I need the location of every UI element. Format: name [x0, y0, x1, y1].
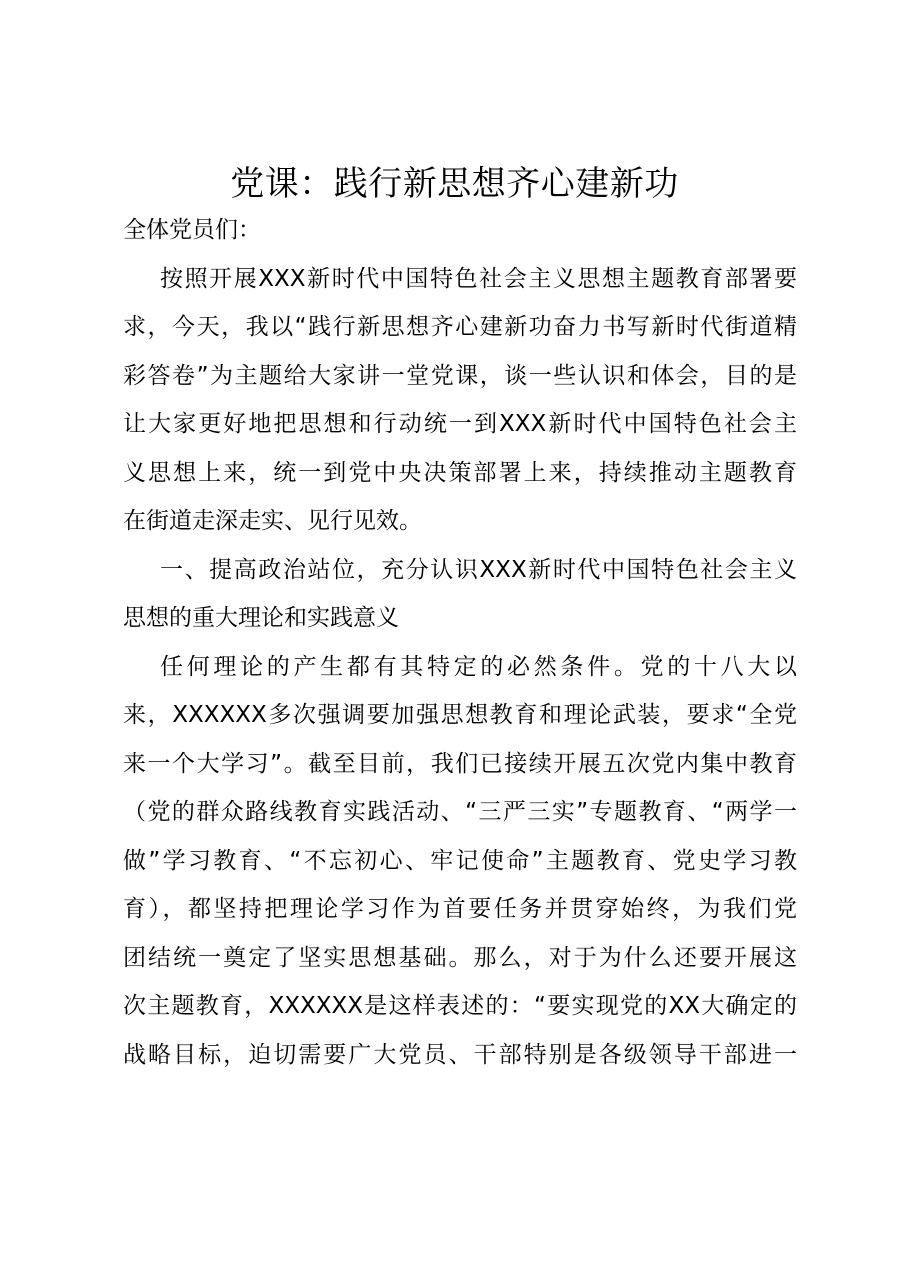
paragraph-line: 育），都坚持把理论学习作为首要任务并贯穿始终，为我们党	[123, 896, 797, 922]
paragraph-line: 任何理论的产生都有其特定的必然条件。党的十八大以	[160, 653, 797, 680]
paragraph-line: 次主题教育，XXXXXX是这样表述的：“要实现党的XX大确定的	[123, 993, 797, 1019]
heading-line: 一、提高政治站位，充分认识XXX新时代中国特色社会主义	[160, 556, 797, 583]
paragraph-line: 在街道走深走实、见行见效。	[123, 508, 422, 534]
paragraph-line: 让大家更好地把思想和行动统一到XXX新时代中国特色社会主	[123, 411, 797, 437]
paragraph-line: 战略目标，迫切需要广大党员、干部特别是各级领导干部进一	[123, 1041, 797, 1068]
paragraph-line: 来一个大学习”。截至目前，我们已接续开展五次党内集中教育	[123, 750, 797, 777]
paragraph-intro	[123, 255, 797, 546]
paragraph-line: 来，XXXXXX多次强调要加强思想教育和理论武装，要求“全党	[123, 702, 797, 728]
section-heading-1	[123, 546, 797, 643]
paragraph-line: 做”学习教育、“不忘初心、牢记使命”主题教育、党史学习教	[123, 847, 797, 874]
paragraph-line: 求，今天，我以“践行新思想齐心建新功奋力书写新时代街道精	[123, 314, 797, 340]
salutation: 全体党员们：	[123, 217, 261, 243]
paragraph-line: 团结统一奠定了坚实思想基础。那么，对于为什么还要开展这	[123, 944, 797, 971]
heading-line: 思想的重大理论和实践意义	[123, 605, 399, 631]
paragraph-line: 义思想上来，统一到党中央决策部署上来，持续推动主题教育	[123, 459, 797, 486]
paragraph-line: （党的群众路线教育实践活动、“三严三实”专题教育、“两学一	[123, 799, 797, 825]
document-body	[123, 206, 797, 1079]
paragraph-theory	[123, 643, 797, 1080]
document-title: 党课：践行新思想齐心建新功	[230, 164, 679, 204]
paragraph-line: 彩答卷”为主题给大家讲一堂党课，谈一些认识和体会，目的是	[123, 362, 797, 389]
paragraph-line: 按照开展XXX新时代中国特色社会主义思想主题教育部署要	[160, 265, 797, 292]
